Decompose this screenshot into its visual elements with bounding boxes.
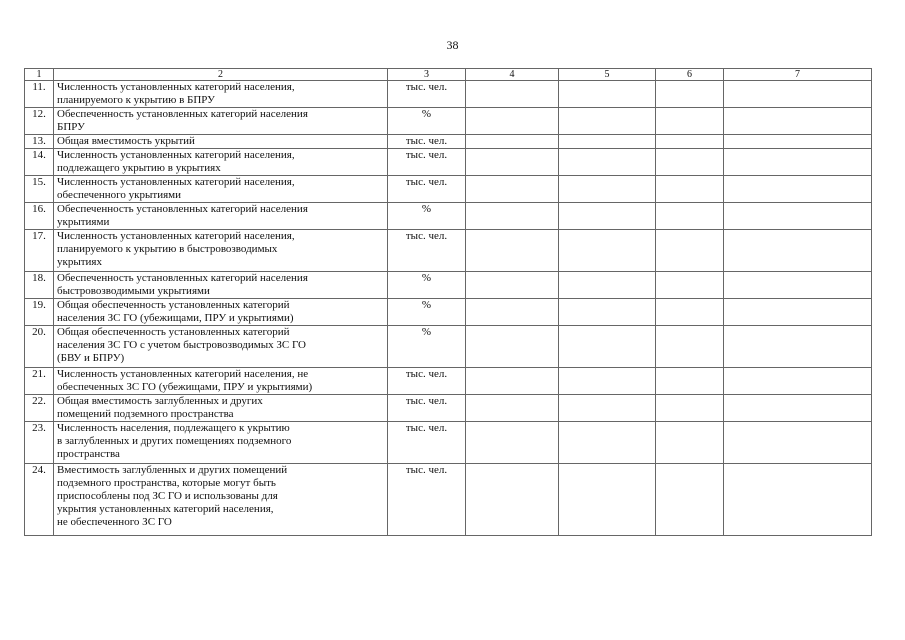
value-cell [466, 464, 559, 536]
unit-cell: тыс. чел. [388, 230, 466, 272]
value-cell [724, 326, 872, 368]
value-cell [559, 203, 656, 230]
table-row [25, 108, 872, 135]
value-cell [466, 326, 559, 368]
value-cell [724, 149, 872, 176]
value-cell [559, 368, 656, 395]
indicator-name [54, 272, 388, 299]
row-number: 18. [25, 272, 54, 299]
column-header: 2 [54, 69, 388, 81]
indicator-line: Вместимость заглубленных и других помещений [57, 464, 288, 476]
value-cell [656, 395, 724, 422]
table-row [25, 176, 872, 203]
column-header: 7 [724, 69, 872, 81]
indicator-line: подлежащего укрытию в укрытиях [57, 162, 221, 174]
value-cell [466, 272, 559, 299]
value-cell [559, 135, 656, 149]
row-number: 22. [25, 395, 54, 422]
value-cell [656, 81, 724, 108]
unit-cell: тыс. чел. [388, 368, 466, 395]
indicator-line: Численность установленных категорий населения, [57, 176, 295, 188]
value-cell [466, 203, 559, 230]
indicator-line: помещений подземного пространства [57, 408, 234, 420]
value-cell [656, 135, 724, 149]
value-cell [724, 203, 872, 230]
value-cell [466, 135, 559, 149]
indicator-line: Численность установленных категорий населения, [57, 149, 295, 161]
column-header: 3 [388, 69, 466, 81]
row-number: 13. [25, 135, 54, 149]
indicator-line: (БВУ и БПРУ) [57, 352, 125, 364]
value-cell [724, 422, 872, 464]
indicator-name [54, 135, 388, 149]
value-cell [559, 299, 656, 326]
row-number: 15. [25, 176, 54, 203]
indicator-line: пространства [57, 448, 120, 460]
indicator-line: Численность установленных категорий населения, не [57, 368, 309, 380]
value-cell [559, 422, 656, 464]
column-header: 5 [559, 69, 656, 81]
indicator-line: укрытиями [57, 216, 110, 228]
indicator-line: укрытия установленных категорий населения, [57, 503, 274, 515]
indicator-line: не обеспеченного ЗС ГО [57, 516, 172, 528]
table-row [25, 81, 872, 108]
table-row [25, 395, 872, 422]
row-number: 14. [25, 149, 54, 176]
row-number: 23. [25, 422, 54, 464]
value-cell [559, 108, 656, 135]
indicator-line: Обеспеченность установленных категорий населения [57, 203, 308, 215]
indicator-name [54, 368, 388, 395]
value-cell [724, 135, 872, 149]
value-cell [656, 326, 724, 368]
table-row [25, 299, 872, 326]
indicator-line: планируемого к укрытию в быстровозводимых [57, 243, 278, 255]
table-row [25, 203, 872, 230]
row-number: 16. [25, 203, 54, 230]
row-number: 17. [25, 230, 54, 272]
value-cell [656, 464, 724, 536]
row-number: 12. [25, 108, 54, 135]
value-cell [466, 149, 559, 176]
value-cell [724, 230, 872, 272]
indicator-line: Общая обеспеченность установленных категорий [57, 326, 290, 338]
unit-cell: тыс. чел. [388, 81, 466, 108]
indicator-line: Численность установленных категорий населения, [57, 230, 295, 242]
value-cell [724, 81, 872, 108]
value-cell [656, 272, 724, 299]
unit-cell: % [388, 299, 466, 326]
indicator-name [54, 108, 388, 135]
unit-cell: тыс. чел. [388, 135, 466, 149]
indicator-name [54, 81, 388, 108]
value-cell [466, 230, 559, 272]
value-cell [466, 299, 559, 326]
indicator-line: подземного пространства, которые могут быть [57, 477, 276, 489]
indicator-line: обеспеченного укрытиями [57, 189, 181, 201]
unit-cell: % [388, 272, 466, 299]
header-row [25, 69, 872, 81]
indicator-line: Общая вместимость укрытий [57, 135, 195, 147]
unit-cell: тыс. чел. [388, 149, 466, 176]
indicator-name [54, 395, 388, 422]
value-cell [559, 464, 656, 536]
value-cell [724, 299, 872, 326]
value-cell [724, 272, 872, 299]
value-cell [724, 368, 872, 395]
value-cell [559, 326, 656, 368]
unit-cell: тыс. чел. [388, 395, 466, 422]
table-row [25, 464, 872, 536]
page-number: 38 [446, 38, 459, 52]
value-cell [656, 368, 724, 395]
value-cell [656, 299, 724, 326]
value-cell [466, 108, 559, 135]
indicator-line: населения ЗС ГО с учетом быстровозводимых ЗС ГО [57, 339, 306, 351]
value-cell [466, 395, 559, 422]
row-number: 19. [25, 299, 54, 326]
value-cell [656, 422, 724, 464]
indicator-line: Обеспеченность установленных категорий населения [57, 108, 308, 120]
indicator-line: приспособлены под ЗС ГО и использованы для [57, 490, 278, 502]
column-header: 1 [25, 69, 54, 81]
value-cell [466, 422, 559, 464]
value-cell [656, 176, 724, 203]
indicator-line: Обеспеченность установленных категорий населения [57, 272, 308, 284]
value-cell [724, 108, 872, 135]
indicator-line: БПРУ [57, 121, 85, 133]
indicator-line: быстровозводимыми укрытиями [57, 285, 210, 297]
indicator-name [54, 326, 388, 368]
table-row [25, 272, 872, 299]
value-cell [656, 149, 724, 176]
indicator-name [54, 299, 388, 326]
indicator-name [54, 422, 388, 464]
indicator-line: Численность установленных категорий населения, [57, 81, 295, 93]
indicator-name [54, 176, 388, 203]
value-cell [656, 203, 724, 230]
table-row [25, 149, 872, 176]
value-cell [466, 176, 559, 203]
value-cell [466, 81, 559, 108]
value-cell [724, 395, 872, 422]
value-cell [656, 230, 724, 272]
indicator-line: Общая вместимость заглубленных и других [57, 395, 263, 407]
unit-cell: % [388, 326, 466, 368]
value-cell [724, 464, 872, 536]
indicator-line: в заглубленных и других помещениях подземного [57, 435, 292, 447]
table-row [25, 326, 872, 368]
indicator-line: Численность населения, подлежащего к укрытию [57, 422, 290, 434]
indicator-line: укрытиях [57, 256, 102, 268]
row-number: 24. [25, 464, 54, 536]
value-cell [559, 176, 656, 203]
table-row [25, 135, 872, 149]
table-body [25, 81, 872, 536]
row-number: 20. [25, 326, 54, 368]
value-cell [559, 149, 656, 176]
unit-cell: тыс. чел. [388, 464, 466, 536]
indicator-line: планируемого к укрытию в БПРУ [57, 94, 215, 106]
value-cell [559, 395, 656, 422]
indicator-line: населения ЗС ГО (убежищами, ПРУ и укрытиями) [57, 312, 294, 324]
row-number: 21. [25, 368, 54, 395]
value-cell [559, 272, 656, 299]
value-cell [724, 176, 872, 203]
column-header: 6 [656, 69, 724, 81]
indicator-line: Общая обеспеченность установленных категорий [57, 299, 290, 311]
table-row [25, 368, 872, 395]
value-cell [559, 230, 656, 272]
unit-cell: % [388, 203, 466, 230]
unit-cell: тыс. чел. [388, 422, 466, 464]
indicator-name [54, 149, 388, 176]
unit-cell: тыс. чел. [388, 176, 466, 203]
indicator-name [54, 230, 388, 272]
unit-cell: % [388, 108, 466, 135]
indicator-name [54, 464, 388, 536]
row-number: 11. [25, 81, 54, 108]
value-cell [559, 81, 656, 108]
value-cell [656, 108, 724, 135]
value-cell [466, 368, 559, 395]
column-header: 4 [466, 69, 559, 81]
table-row [25, 422, 872, 464]
table-row [25, 230, 872, 272]
data-table [24, 68, 872, 536]
indicator-name [54, 203, 388, 230]
indicator-line: обеспеченных ЗС ГО (убежищами, ПРУ и укрытиями) [57, 381, 313, 393]
